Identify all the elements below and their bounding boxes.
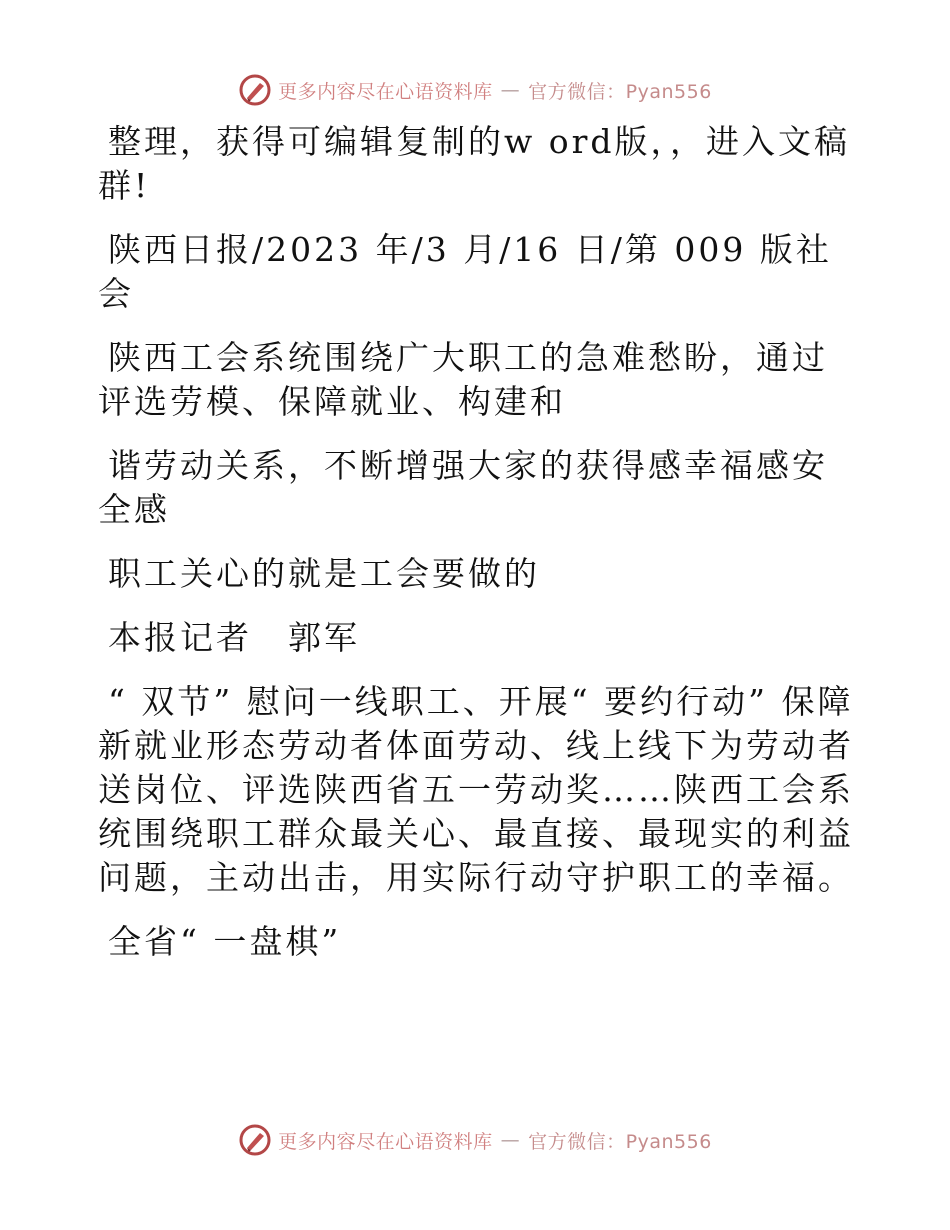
watermark-separator: —: [500, 79, 521, 101]
pen-logo-icon: [238, 1123, 272, 1157]
footer-watermark-banner: [0, 1120, 950, 1160]
watermark-text: 更多内容尽在心语资料库: [278, 80, 493, 103]
paragraph: “ 双节” 慰问一线职工、开展“ 要约行动” 保障新就业形态劳动者体面劳动、线上线下为劳动者送岗位、评选陕西省五一劳动奖……陕西工会系统围绕职工群众最关心、最直接、最现实的利益问题，主动出击，用实际行动守护职工的幸福。: [98, 682, 854, 897]
watermark-wechat: 官方微信：Pyan556: [528, 80, 712, 103]
paragraph: 本报记者 郭军: [108, 618, 360, 657]
pen-logo-icon: [238, 73, 272, 107]
document-body: [98, 120, 858, 984]
watermark-text: 更多内容尽在心语资料库: [278, 1130, 493, 1153]
paragraph: 整理，获得可编辑复制的w ord版，，进入文稿群!: [98, 122, 851, 205]
paragraph: 陕西日报/2023 年/3 月/16 日/第 009 版社会: [98, 230, 832, 313]
watermark-separator: —: [500, 1129, 521, 1151]
paragraph: 职工关心的就是工会要做的: [108, 554, 540, 593]
header-watermark-banner: [0, 70, 950, 110]
paragraph: 陕西工会系统围绕广大职工的急难愁盼，通过评选劳模、保障就业、构建和: [98, 338, 828, 421]
watermark-content: [238, 1123, 712, 1157]
paragraph: 谐劳动关系，不断增强大家的获得感幸福感安全感: [98, 446, 828, 529]
watermark-content: [238, 73, 712, 107]
watermark-wechat: 官方微信：Pyan556: [528, 1130, 712, 1153]
paragraph: 全省“ 一盘棋”: [108, 922, 342, 961]
